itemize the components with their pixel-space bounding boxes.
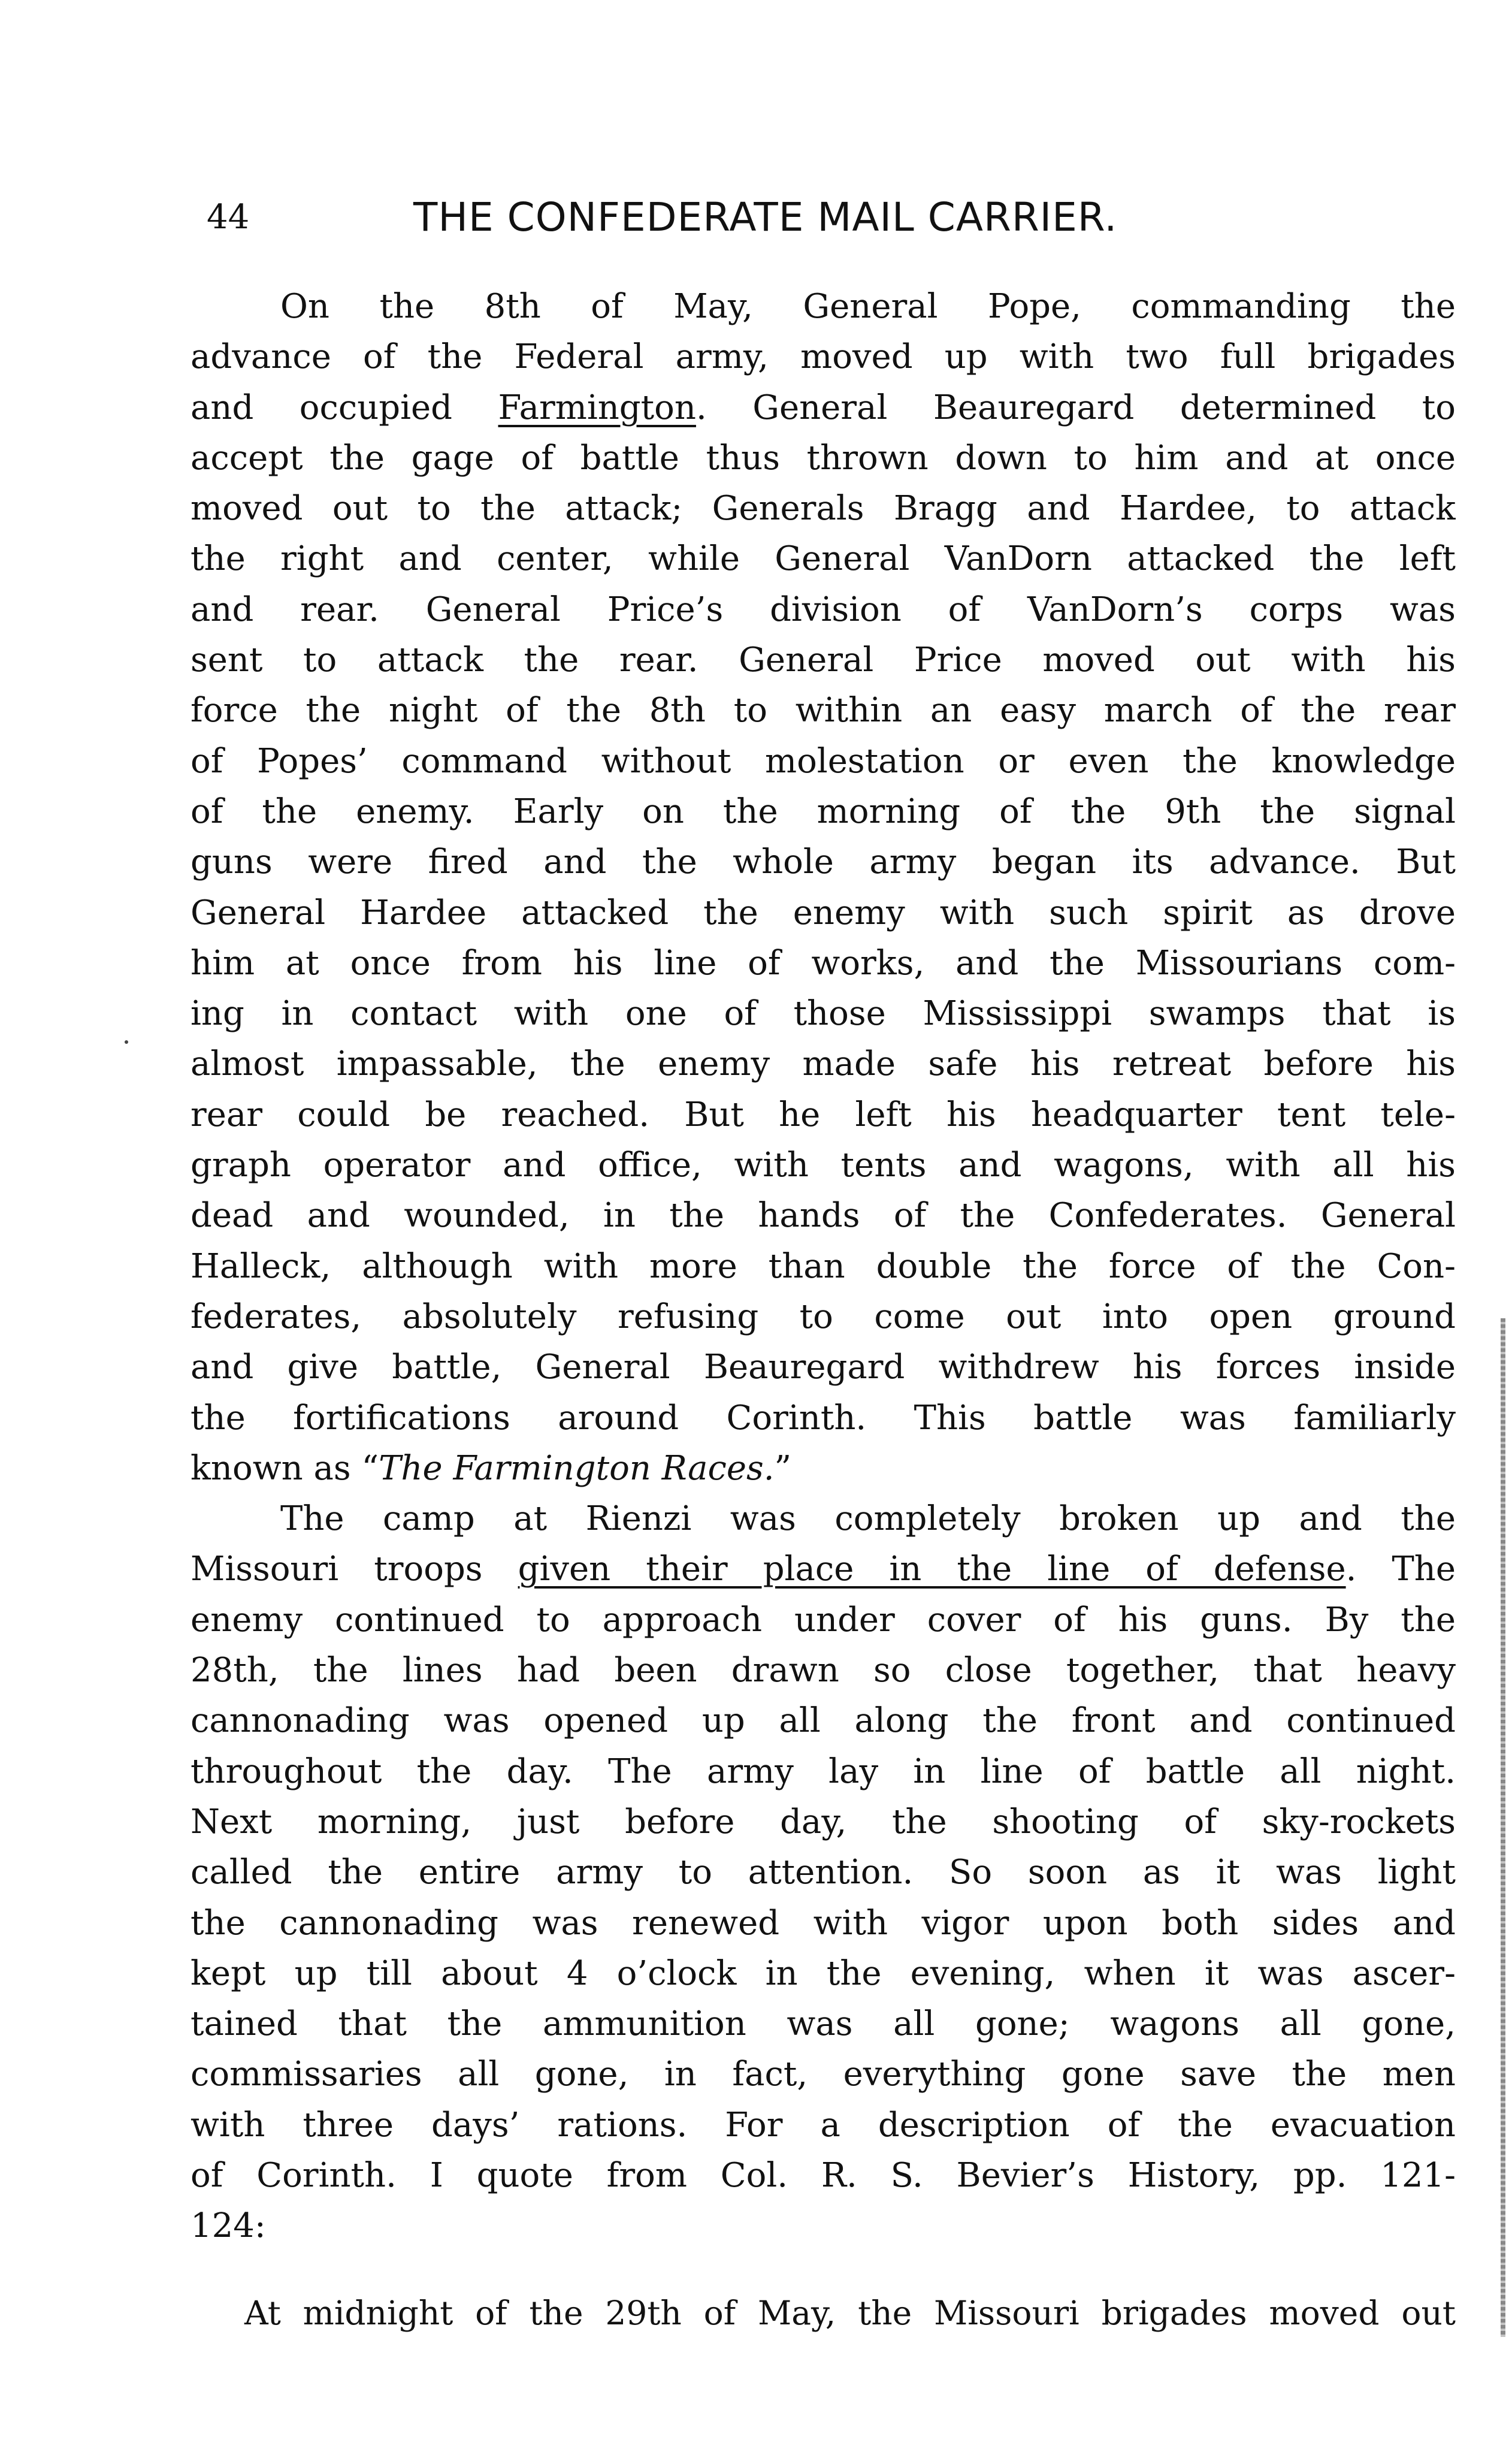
underlined-text: Farmington <box>498 388 696 427</box>
text-line: of the enemy. Early on the morning of the 9th the signal <box>190 792 1456 831</box>
text-span: . General Beauregard determined to <box>695 388 1456 427</box>
text-line: advance of the Federal army, moved up with two full brigades <box>190 337 1456 377</box>
text-line: At midnight of the 29th of May, the Missouri brigades moved out <box>244 2293 1456 2332</box>
paragraph <box>190 282 1456 1494</box>
text-line: accept the gage of battle thus thrown down to him and at once <box>190 438 1456 478</box>
scan-edge-shadow <box>1501 1318 1505 2337</box>
text-line: cannonading was opened up all along the front and continued <box>190 1701 1456 1741</box>
text-line: dead and wounded, in the hands of the Confederates. General <box>190 1196 1456 1236</box>
text-span: and occupied <box>190 388 498 427</box>
text-line: enemy continued to approach under cover of his guns. By the <box>190 1600 1456 1639</box>
text-span: known as “ <box>190 1448 379 1488</box>
block-quote <box>190 2288 1456 2338</box>
text-span: ” <box>774 1448 792 1488</box>
text-line: him at once from his line of works, and the Missourians com- <box>190 943 1456 983</box>
text-line: 124: <box>190 2206 266 2246</box>
paragraph <box>190 1494 1456 2251</box>
text-line: the cannonading was renewed with vigor upon both sides and <box>190 1903 1456 1943</box>
page-header <box>207 191 1345 244</box>
text-line: sent to attack the rear. General Price moved out with his <box>190 641 1456 680</box>
text-line: the fortifications around Corinth. This battle was familiarly <box>190 1398 1456 1438</box>
page-number: 44 <box>207 198 250 237</box>
text-line: federates, absolutely refusing to come out into open ground <box>190 1297 1456 1336</box>
text-line: On the 8th of May, General Pope, commanding the <box>280 287 1456 326</box>
text-line: moved out to the attack; Generals Bragg and Hardee, to attack <box>190 489 1456 529</box>
text-line: Next morning, just before day, the shooting of sky-rockets <box>190 1802 1456 1841</box>
text-line: of Popes’ command without molestation or even the knowledge <box>190 741 1456 781</box>
text-line: called the entire army to attention. So soon as it was light <box>190 1853 1456 1892</box>
text-line: kept up till about 4 o’clock in the evening, when it was ascer- <box>190 1953 1456 1993</box>
underlined-text: given their place in the line of defense <box>518 1550 1346 1589</box>
text-line: and give battle, General Beauregard withdrew his forces inside <box>190 1348 1456 1387</box>
text-span: . The <box>1345 1550 1456 1589</box>
text-line: with three days’ rations. For a description of the evacuation <box>190 2105 1456 2145</box>
scan-speck <box>125 1040 128 1044</box>
text-line: of Corinth. I quote from Col. R. S. Bevier’s History, pp. 121- <box>190 2155 1456 2195</box>
text-line <box>190 383 1456 433</box>
text-line: tained that the ammunition was all gone; wagons all gone, <box>190 2004 1456 2044</box>
italic-title: The Farmington Races. <box>379 1448 775 1488</box>
text-line: 28th, the lines had been drawn so close together, that heavy <box>190 1651 1456 1690</box>
text-line <box>190 1544 1456 1595</box>
text-line: almost impassable, the enemy made safe his retreat before his <box>190 1044 1456 1084</box>
text-line: the right and center, while General VanDorn attacked the left <box>190 539 1456 579</box>
text-line: Halleck, although with more than double the force of the Con- <box>190 1246 1456 1286</box>
text-line: commissaries all gone, in fact, everything gone save the men <box>190 2055 1456 2094</box>
text-line: ing in contact with one of those Mississippi swamps that is <box>190 994 1456 1034</box>
text-line: rear could be reached. But he left his headquarter tent tele- <box>190 1095 1456 1134</box>
text-line: guns were fired and the whole army began its advance. But <box>190 843 1456 882</box>
text-line <box>190 1444 1456 1494</box>
text-line: and rear. General Price’s division of VanDorn’s corps was <box>190 590 1456 629</box>
text-line: General Hardee attacked the enemy with such spirit as drove <box>190 893 1456 932</box>
text-line: The camp at Rienzi was completely broken up and the <box>280 1499 1456 1539</box>
text-span: Missouri troops <box>190 1550 518 1589</box>
body-text <box>190 282 1456 2338</box>
text-line: throughout the day. The army lay in line of battle all night. <box>190 1752 1456 1791</box>
text-line: graph operator and office, with tents and wagons, with all his <box>190 1146 1456 1185</box>
text-line: force the night of the 8th to within an easy march of the rear <box>190 691 1456 730</box>
running-title: THE CONFEDERATE MAIL CARRIER. <box>413 194 1118 240</box>
